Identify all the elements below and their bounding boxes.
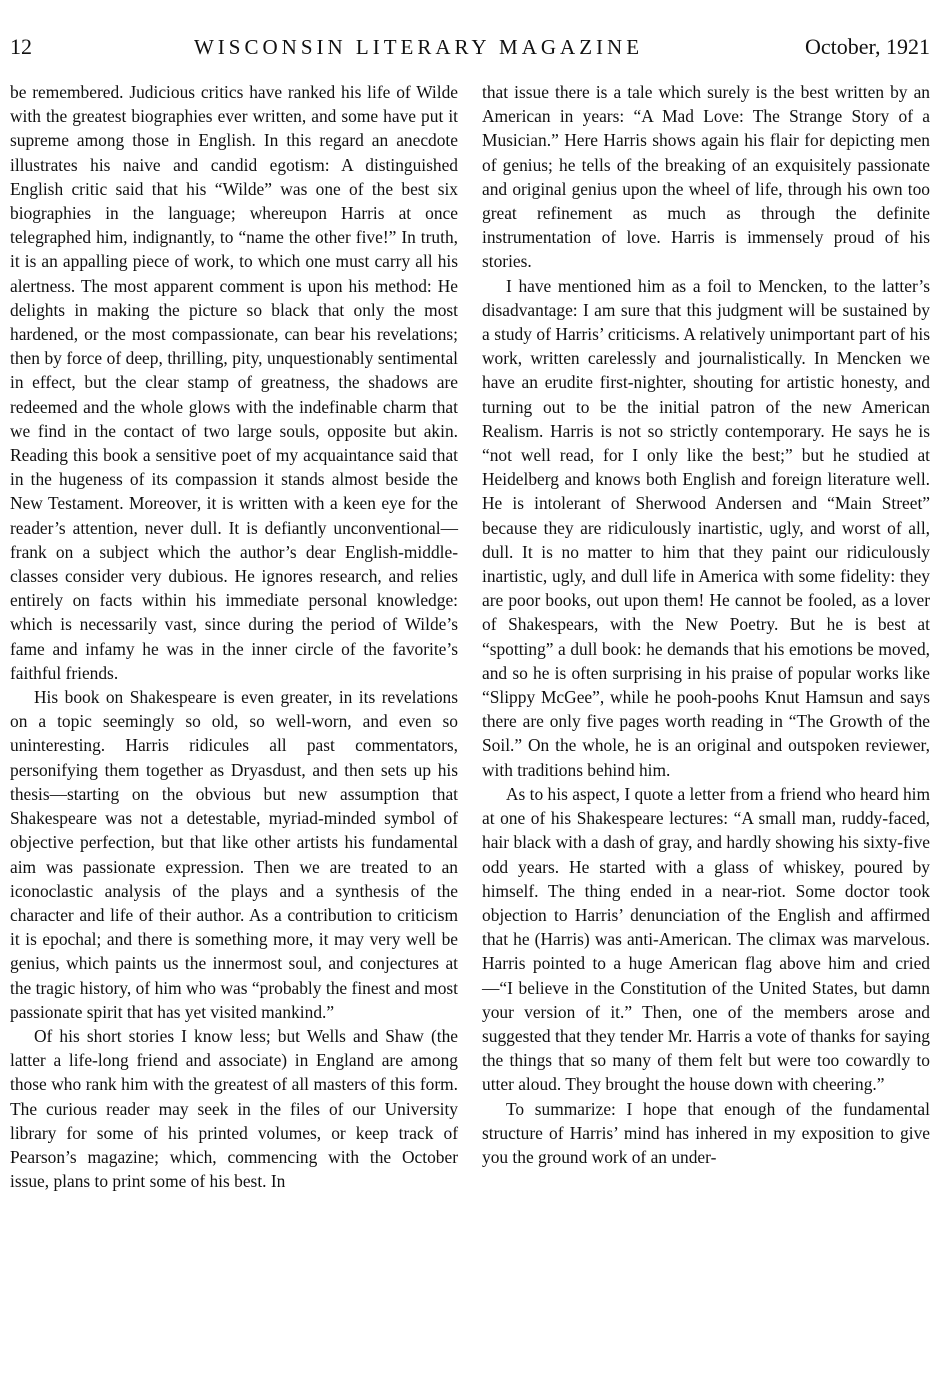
page-number: 12: [10, 34, 32, 59]
right-paragraph-2: I have mentioned him as a foil to Mencken, to the latter’s disadvantage: I am sure that this judgment will be sustained by a study of Harris’ criticisms. A relatively unimportant part of his work, written carelessly and journalistically. In Mencken we have an erudite first-nighter, shouting for artistic honesty, and turning out to be the initial patron of the new American Realism. Harris is not so strictly contemporary. He says he is “not well read, for I only like the best;” but he studied at Heidelberg and knows both English and foreign literature well. He is intolerant of Sherwood Andersen and “Main Street” because they are ridiculously inartistic, ugly, and worst of all, dull. It is no matter to him that they paint our ridiculously inartistic, ugly, and dull life in America with some fidelity: they are poor books, out upon them! He cannot be fooled, as a lover of Shakespears, with the New Poetry. But he is best at “spotting” a dull book: he demands that his emotions be moved, and so he is often surprising in his praise of popular works like “Slippy McGee”, while he pooh-poohs Knut Hamsun and says there are only five pages worth reading in “The Growth of the Soil.” On the whole, he is an original and outspoken reviewer, with traditions behind him.: [482, 275, 930, 780]
left-paragraph-3: Of his short stories I know less; but Wells and Shaw (the latter a life-long friend and associate) in England are among those who rank him with the greatest of all masters of this form. The curious reader may seek in the files of our University library for some of his printed volumes, or keep track of Pearson’s magazine; which, commencing with the October issue, plans to print some of his best. In: [10, 1025, 458, 1192]
right-paragraph-1: that issue there is a tale which surely is the best written by an American in years: “A Mad Love: The Strange Story of a Musician.” Here Harris shows again his flair for depicting men of genius; he tells of the breaking of an exquisitely passionate and original genius upon the wheel of life, through his own too great refinement as much as through the definite instrumentation of love. Harris is immensely proud of his stories.: [482, 82, 930, 272]
left-column: [10, 80, 458, 1193]
right-paragraph-4: To summarize: I hope that enough of the fundamental structure of Harris’ mind has inhered in my exposition to give you the ground work of an under-: [482, 1098, 930, 1167]
left-paragraph-2: His book on Shakespeare is even greater, in its revelations on a topic seemingly so old, so well-worn, and even so uninteresting. Harris ridicules all past commentators, personifying them together as Dryasdust, and then sets up his thesis—starting on the obvious but new assumption that Shakespeare was not a detestable, myriad-minded symbol of objective perfection, but that like other artists his fundamental aim was passionate expression. Then we are treated to an iconoclastic analysis of the plays and a synthesis of the character and life of their author. As a contribution to criticism it is epochal; and there is something more, it may very well be genius, which paints us the innermost soul, and conjectures at the tragic history, of him who was “probably the finest and most passionate spirit that has yet visited mankind.”: [10, 687, 458, 1022]
left-paragraph-1: be remembered. Judicious critics have ranked his life of Wilde with the greatest biographies ever written, and some have put it supreme among those in English. In this regard an anecdote illustrates his naive and candid egotism: A distinguished English critic said that his “Wilde” was one of the best six biographies in the language; whereupon Harris at once telegraphed him, indignantly, to “name the other five!” In truth, it is an appalling piece of work, to which one must carry all his alertness. The most apparent comment is upon his method: He delights in making the picture so black that only the most hardened, or the most compassionate, can bear his revelations; then by force of deep, thrilling, pity, unquestionably sentimental in effect, but the clear stamp of greatness, the shadows are redeemed and the whole glows with the indefinable charm that we find in the contact of two large souls, opposite but akin. Reading this book a sensitive poet of my acquaintance said that in the hugeness of its compassion it stands almost beside the New Testament. Moreover, it is written with a keen eye for the reader’s attention, never dull. It is defiantly unconventional—frank on a subject which the author’s dear English-middle-classes consider very dubious. He ignores research, and relies entirely on facts within his immediate personal knowledge: which is necessarily vast, since during the period of Wilde’s fame and infamy he was in the inner circle of the favorite’s faithful friends.: [10, 82, 458, 683]
magazine-title: WISCONSIN LITERARY MAGAZINE: [193, 35, 644, 59]
article-columns: [10, 80, 930, 1193]
right-column: [482, 80, 930, 1193]
issue-date: October, 1921: [805, 34, 930, 59]
running-header: [10, 34, 930, 66]
right-paragraph-3: As to his aspect, I quote a letter from a friend who heard him at one of his Shakespeare lectures: “A small man, ruddy-faced, hair black with a dash of gray, and hardly showing his sixty-five odd years. He started with a glass of whiskey, poured by himself. The thing ended in a near-riot. Some doctor took objection to Harris’ denunciation of the English and affirmed that he (Harris) was anti-American. The climax was marvelous. Harris pointed to a huge American flag above him and cried—“I believe in the Constitution of the United States, but damn your version of it.” Then, one of the members arose and suggested that they tender Mr. Harris a vote of thanks for saying the things that so many of them felt but were too cowardly to utter aloud. They brought the house down with cheering.”: [482, 783, 931, 1095]
